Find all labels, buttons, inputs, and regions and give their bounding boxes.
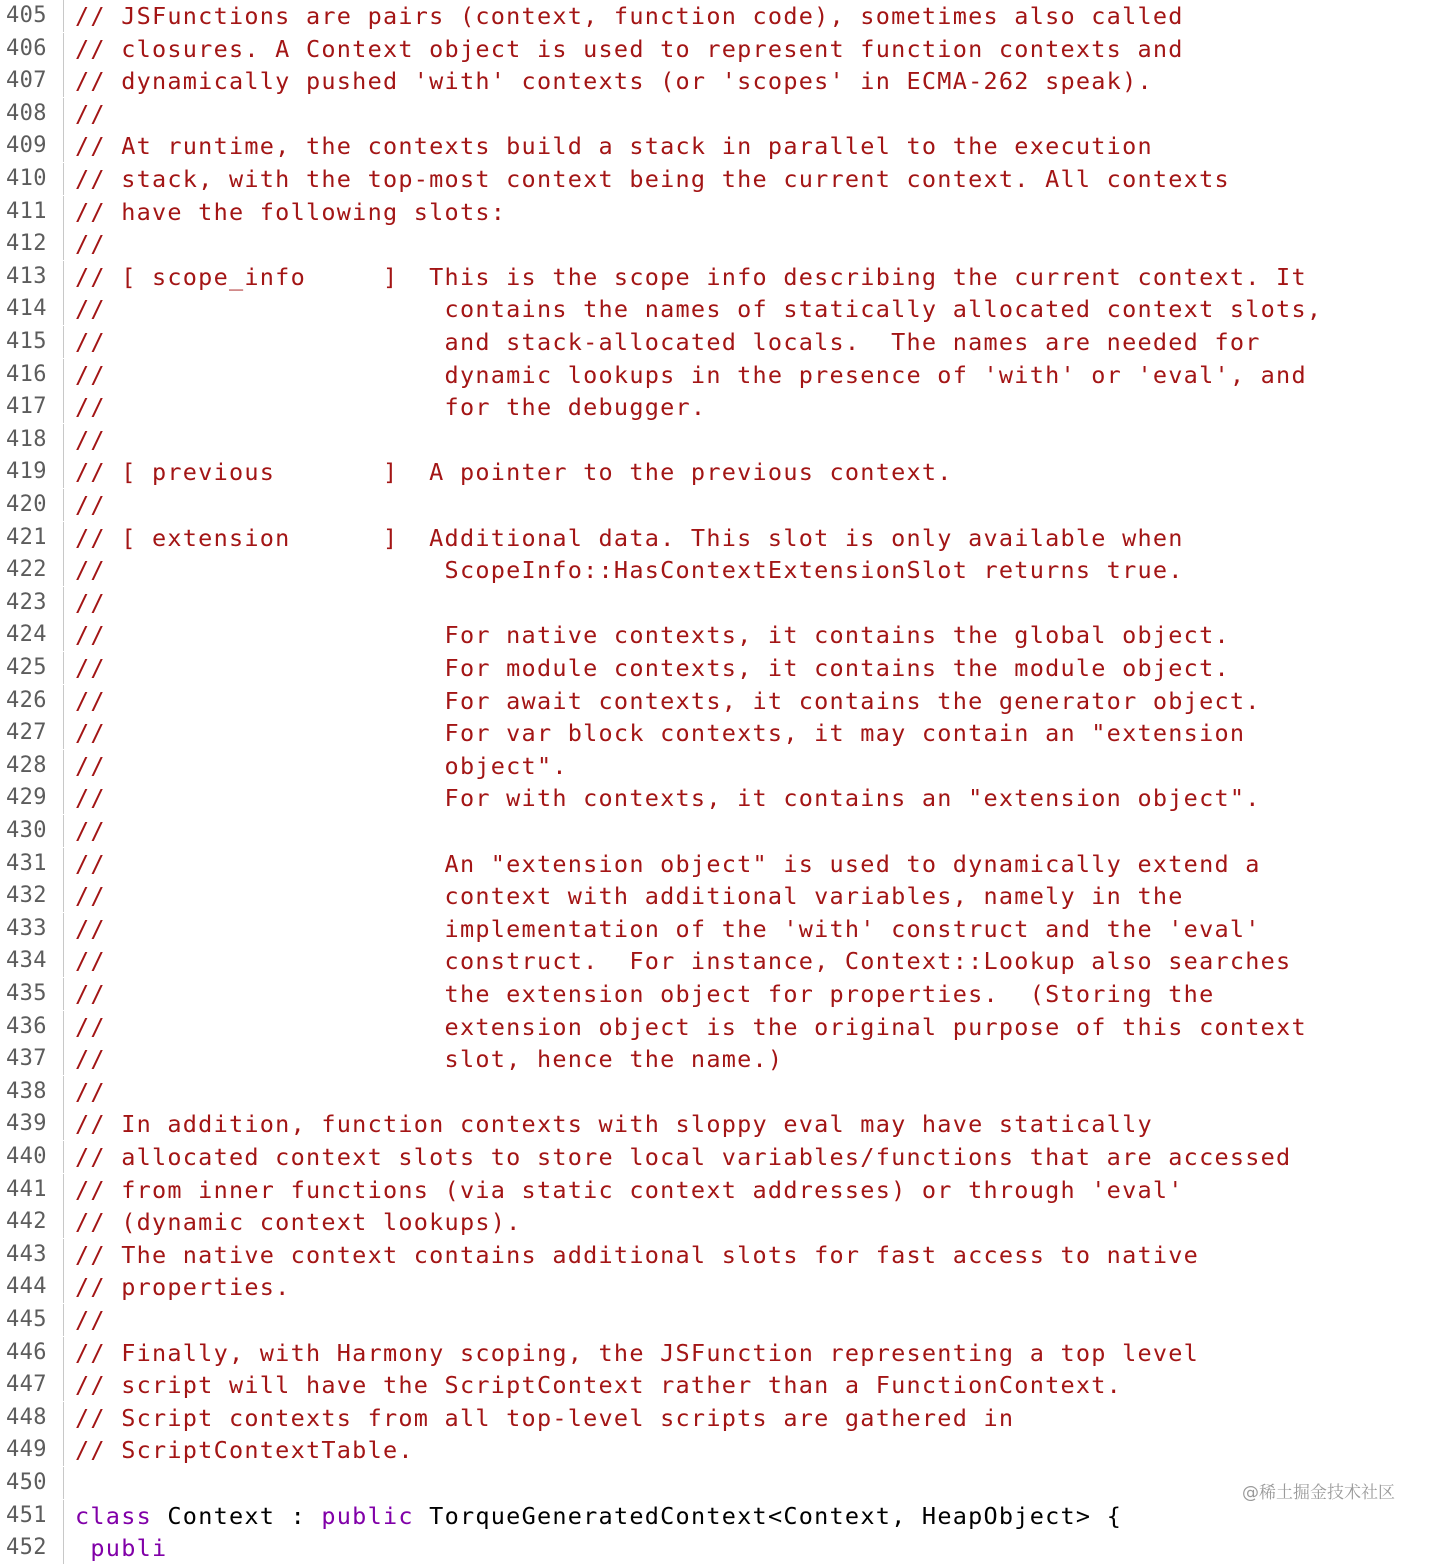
line-number[interactable]: 418 <box>0 424 64 456</box>
line-number[interactable]: 442 <box>0 1206 64 1238</box>
line-code <box>64 1402 1014 1434</box>
line-number[interactable]: 444 <box>0 1271 64 1303</box>
comment-text: // and stack-allocated locals. The names are needed for <box>75 328 1261 356</box>
line-code <box>64 1206 522 1238</box>
comment-text: // from inner functions (via static context addresses) or through 'eval' <box>75 1175 1184 1204</box>
line-code <box>64 1369 1122 1401</box>
comment-text: // JSFunctions are pairs (context, function code), sometimes also called <box>75 2 1184 30</box>
line-code <box>64 326 1261 358</box>
comment-text: // allocated context slots to store local variables/functions that are accessed <box>75 1143 1292 1171</box>
keyword-token: public <box>321 1501 414 1530</box>
line-number[interactable]: 409 <box>0 130 64 162</box>
line-code <box>64 522 1184 554</box>
line-code <box>64 1271 291 1303</box>
comment-text: // construct. For instance, Context::Lookup also searches <box>75 947 1292 976</box>
line-code <box>64 880 1184 912</box>
line-code <box>64 815 106 847</box>
line-number[interactable]: 427 <box>0 717 64 749</box>
watermark: @稀土掘金技术社区 <box>1242 1483 1395 1503</box>
comment-text: // extension object is the original purpose of this context <box>75 1012 1307 1041</box>
code-line <box>0 1043 1442 1075</box>
line-number[interactable]: 412 <box>0 228 64 260</box>
keyword-token: class <box>75 1501 152 1530</box>
comment-text: // <box>75 1077 106 1106</box>
comment-text: // implementation of the 'with' construct and the 'eval' <box>75 914 1261 943</box>
line-code <box>64 391 706 423</box>
line-code <box>64 0 1184 32</box>
line-number[interactable]: 431 <box>0 848 64 880</box>
comment-text: // <box>75 99 106 128</box>
code-line <box>0 587 1442 619</box>
line-number[interactable]: 439 <box>0 1108 64 1140</box>
line-code <box>64 1141 1291 1173</box>
line-number[interactable]: 407 <box>0 65 64 97</box>
line-code <box>64 1043 783 1075</box>
line-code <box>64 652 1230 684</box>
comment-text: // <box>75 1306 106 1334</box>
line-code <box>64 1304 106 1336</box>
comment-text: // <box>75 230 106 259</box>
line-code <box>64 293 1322 325</box>
line-number[interactable]: 451 <box>0 1500 64 1532</box>
line-code <box>64 196 506 228</box>
comment-text: // object". <box>75 751 568 780</box>
comment-text: // The native context contains additional slots for fast access to native <box>75 1240 1200 1269</box>
line-code <box>64 1076 106 1108</box>
comment-text: // closures. A Context object is used to represent function contexts and <box>75 34 1184 63</box>
line-number[interactable]: 426 <box>0 685 64 717</box>
line-code <box>64 978 1214 1010</box>
line-code <box>64 33 1184 65</box>
line-code <box>64 782 1261 814</box>
line-number[interactable]: 419 <box>0 456 64 488</box>
line-number[interactable]: 448 <box>0 1402 64 1434</box>
line-code <box>64 65 1153 97</box>
comment-text: // Finally, with Harmony scoping, the JSFunction representing a top level <box>75 1338 1200 1367</box>
line-code <box>64 98 106 130</box>
code-line <box>0 945 1442 977</box>
code-line <box>0 489 1442 521</box>
code-line <box>0 652 1442 684</box>
line-code <box>64 685 1261 717</box>
comment-text: // <box>75 817 106 845</box>
line-number[interactable]: 450 <box>0 1467 64 1499</box>
code-line <box>0 1532 1442 1564</box>
line-number[interactable]: 449 <box>0 1434 64 1466</box>
code-line <box>0 848 1442 880</box>
line-code <box>64 1500 1122 1532</box>
code-line <box>0 815 1442 847</box>
code-token: TorqueGeneratedContext<Context, HeapObject> { <box>413 1501 1123 1530</box>
code-line <box>0 65 1442 97</box>
comment-text: // For with contexts, it contains an "extension object". <box>75 784 1261 813</box>
line-number[interactable]: 411 <box>0 196 64 228</box>
code-line <box>0 1206 1442 1238</box>
line-number[interactable]: 447 <box>0 1369 64 1401</box>
comment-text: // dynamically pushed 'with' contexts (or 'scopes' in ECMA-262 speak). <box>75 67 1153 96</box>
comment-text: // stack, with the top-most context being the current context. All contexts <box>75 165 1230 193</box>
code-line <box>0 978 1442 1010</box>
code-line <box>0 717 1442 749</box>
comment-text: // context with additional variables, namely in the <box>75 882 1184 911</box>
comment-text: // properties. <box>75 1273 291 1302</box>
line-code <box>64 1337 1199 1369</box>
code-line <box>0 163 1442 195</box>
line-number[interactable]: 443 <box>0 1239 64 1271</box>
line-code <box>64 1108 1153 1140</box>
code-line <box>0 261 1442 293</box>
code-line <box>0 130 1442 162</box>
line-number[interactable]: 425 <box>0 652 64 684</box>
line-number[interactable]: 405 <box>0 0 64 32</box>
line-number[interactable]: 446 <box>0 1337 64 1369</box>
keyword-token: publi <box>75 1534 168 1563</box>
line-number[interactable]: 441 <box>0 1174 64 1206</box>
line-number[interactable]: 435 <box>0 978 64 1010</box>
line-number[interactable]: 445 <box>0 1304 64 1336</box>
line-number[interactable]: 422 <box>0 554 64 586</box>
line-number[interactable]: 413 <box>0 261 64 293</box>
line-number[interactable]: 420 <box>0 489 64 521</box>
code-line <box>0 522 1442 554</box>
code-line <box>0 1434 1442 1466</box>
comment-text: // contains the names of statically allocated context slots, <box>75 295 1323 324</box>
code-line <box>0 1076 1442 1108</box>
code-line <box>0 391 1442 423</box>
line-code <box>64 750 568 782</box>
code-line <box>0 554 1442 586</box>
line-code <box>64 1239 1199 1271</box>
code-line <box>0 98 1442 130</box>
comment-text: // (dynamic context lookups). <box>75 1208 522 1237</box>
comment-text: // At runtime, the contexts build a stack in parallel to the execution <box>75 132 1153 161</box>
code-line <box>0 1239 1442 1271</box>
line-code <box>64 261 1307 293</box>
code-line <box>0 359 1442 391</box>
code-line <box>0 1337 1442 1369</box>
comment-text: // <box>75 425 106 454</box>
comment-text: // For var block contexts, it may contain an "extension <box>75 719 1246 748</box>
line-number[interactable]: 432 <box>0 880 64 912</box>
code-line <box>0 196 1442 228</box>
line-code <box>64 945 1291 977</box>
code-line <box>0 1304 1442 1336</box>
code-line <box>0 1108 1442 1140</box>
comment-text: // ScopeInfo::HasContextExtensionSlot returns true. <box>75 556 1184 585</box>
line-code <box>64 456 953 488</box>
comment-text: // <box>75 588 106 617</box>
code-line <box>0 0 1442 32</box>
comment-text: // For module contexts, it contains the module object. <box>75 654 1230 682</box>
comment-text: // For await contexts, it contains the generator object. <box>75 686 1261 715</box>
line-number[interactable]: 414 <box>0 293 64 325</box>
line-code <box>64 587 106 619</box>
line-code <box>64 489 106 521</box>
comment-text: // have the following slots: <box>75 197 507 226</box>
code-line <box>0 326 1442 358</box>
comment-text: // [ extension ] Additional data. This slot is only available when <box>75 523 1184 552</box>
line-number[interactable]: 434 <box>0 945 64 977</box>
comment-text: // Script contexts from all top-level scripts are gathered in <box>75 1403 1015 1432</box>
code-line <box>0 1141 1442 1173</box>
comment-text: // slot, hence the name.) <box>75 1045 784 1074</box>
line-code <box>64 1434 414 1466</box>
code-token: Context : <box>152 1501 322 1530</box>
line-number[interactable]: 417 <box>0 391 64 423</box>
comment-text: // [ previous ] A pointer to the previous context. <box>75 458 953 487</box>
line-code <box>64 717 1245 749</box>
code-line <box>0 33 1442 65</box>
line-code <box>64 1174 1184 1206</box>
line-number[interactable]: 416 <box>0 359 64 391</box>
line-code <box>64 228 106 260</box>
line-number[interactable]: 436 <box>0 1011 64 1043</box>
code-line <box>0 750 1442 782</box>
line-code <box>64 619 1230 651</box>
line-number[interactable]: 437 <box>0 1043 64 1075</box>
code-line <box>0 293 1442 325</box>
line-number[interactable]: 408 <box>0 98 64 130</box>
code-line <box>0 1369 1442 1401</box>
line-number[interactable]: 410 <box>0 163 64 195</box>
line-code <box>64 554 1184 586</box>
code-line <box>0 424 1442 456</box>
comment-text: // An "extension object" is used to dynamically extend a <box>75 849 1261 878</box>
code-line <box>0 913 1442 945</box>
comment-text: // For native contexts, it contains the global object. <box>75 621 1230 650</box>
comment-text: // ScriptContextTable. <box>75 1436 414 1465</box>
line-number[interactable]: 440 <box>0 1141 64 1173</box>
code-line <box>0 685 1442 717</box>
line-number[interactable]: 424 <box>0 619 64 651</box>
code-line <box>0 1467 1442 1499</box>
line-number[interactable]: 433 <box>0 913 64 945</box>
line-code <box>64 163 1230 195</box>
code-line <box>0 1271 1442 1303</box>
line-code <box>64 359 1307 391</box>
line-number[interactable]: 423 <box>0 587 64 619</box>
line-code <box>64 424 106 456</box>
code-line <box>0 1500 1442 1532</box>
code-line <box>0 1174 1442 1206</box>
code-line <box>0 228 1442 260</box>
code-line <box>0 880 1442 912</box>
line-number[interactable]: 415 <box>0 326 64 358</box>
line-code <box>64 1011 1307 1043</box>
comment-text: // dynamic lookups in the presence of 'with' or 'eval', and <box>75 360 1307 389</box>
code-line <box>0 1011 1442 1043</box>
line-code <box>64 1532 167 1564</box>
line-number[interactable]: 406 <box>0 33 64 65</box>
line-code <box>64 848 1261 880</box>
comment-text: // the extension object for properties. (Storing the <box>75 980 1215 1008</box>
line-number[interactable]: 429 <box>0 782 64 814</box>
line-number[interactable]: 428 <box>0 750 64 782</box>
code-line <box>0 619 1442 651</box>
code-line <box>0 456 1442 488</box>
comment-text: // script will have the ScriptContext rather than a FunctionContext. <box>75 1371 1123 1400</box>
line-number[interactable]: 430 <box>0 815 64 847</box>
comment-text: // In addition, function contexts with sloppy eval may have statically <box>75 1110 1153 1139</box>
comment-text: // for the debugger. <box>75 393 707 422</box>
code-line <box>0 782 1442 814</box>
line-number[interactable]: 421 <box>0 522 64 554</box>
code-line <box>0 1402 1442 1434</box>
comment-text: // <box>75 491 106 519</box>
line-number[interactable]: 438 <box>0 1076 64 1108</box>
line-code <box>64 130 1153 162</box>
line-number[interactable]: 452 <box>0 1532 64 1564</box>
line-code <box>64 913 1261 945</box>
comment-text: // [ scope_info ] This is the scope info describing the current context. It <box>75 262 1307 291</box>
